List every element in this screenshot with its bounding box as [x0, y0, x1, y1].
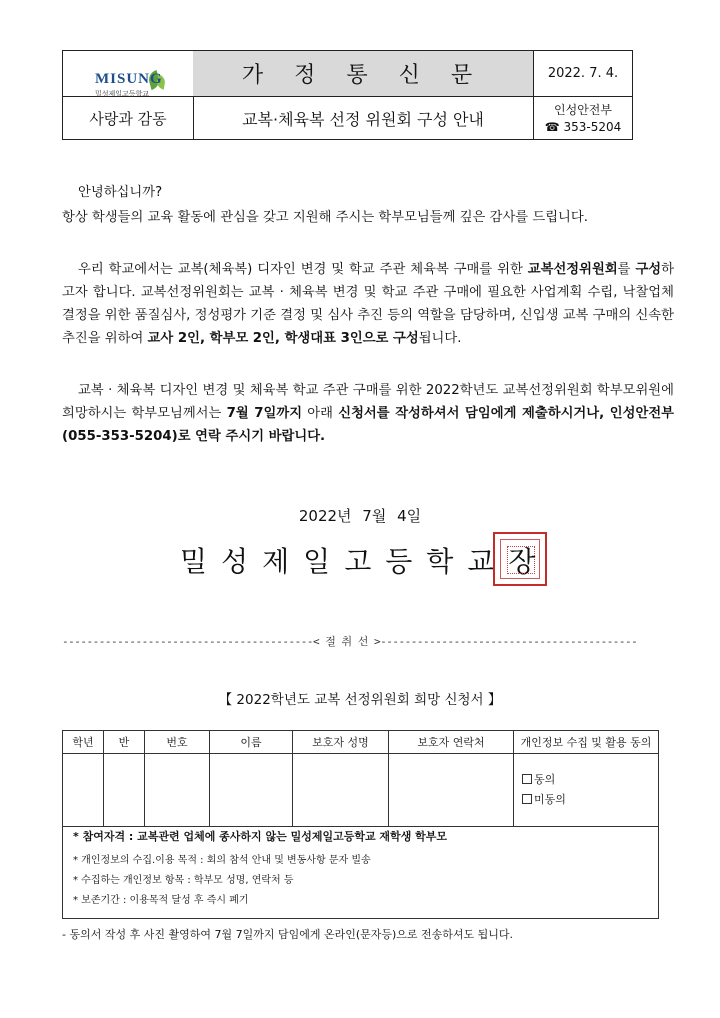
- disagree-option[interactable]: 미동의: [522, 790, 658, 810]
- slogan: 사랑과 감동: [89, 109, 167, 128]
- agree-option[interactable]: 동의: [522, 770, 658, 790]
- issue-date: 2022. 7. 4.: [547, 66, 619, 81]
- paragraph-2: 우리 학교에서는 교복(체육복) 디자인 변경 및 학교 주관 체육복 구매를 위한 교복선정위원회를 구성하고자 합니다. 교복선정위원회는 교복 · 체육복 변경 및 학교 주관 구매에 필요한 사업계획 수립, 낙찰업체 결정을 위한 품질심사, 정성평가 기준 결정 및 심사 추진 등의 역할을 담당하며, 신입생 교복 구매의 신속한 추진을 위하여 교사 2인, 학부모 2인, 학생대표 3인으로 구성됩니다.: [62, 262, 674, 346]
- footnote: - 동의서 작성 후 사진 촬영하여 7월 7일까지 담임에게 온라인(문자등)으로 전송하셔도 됩니다.: [62, 928, 514, 941]
- school-name: 밀성제일고등학교장: [180, 545, 550, 578]
- col-number: 번호: [145, 731, 210, 754]
- checkbox-icon[interactable]: [522, 794, 532, 804]
- subject: 교복·체육복 선정 위원회 구성 안내: [242, 109, 484, 129]
- newsletter-title: 가 정 통 신 문: [193, 51, 533, 96]
- grade-field[interactable]: [63, 754, 104, 827]
- guardian-contact-field[interactable]: [389, 754, 514, 827]
- purpose-note: * 개인정보의 수집.이용 목적 : 회의 참석 안내 및 변동사항 문자 빌송: [73, 855, 371, 866]
- col-privacy-consent: 개인정보 수집 및 활용 동의: [514, 731, 659, 754]
- col-class: 반: [104, 731, 145, 754]
- form-title: 【 2022학년도 교복 선정위원회 희망 신청서 】: [218, 692, 502, 708]
- consent-cell: [514, 754, 659, 827]
- logo-subtext: 밀성제일고등학교: [95, 90, 150, 98]
- cut-line: -----------------------------------------< 절 취 선 >------------------------------------------: [62, 635, 638, 648]
- paragraph-3: 교복 · 체육복 디자인 변경 및 체육복 학교 주관 구매를 위한 2022학년도 교복선정위원회 학부모위원에 희망하시는 학부모님께서는 7월 7일까지 아래 신청서를 작성하셔서 담임에게 제출하시거나, 인성안전부(055-353-5204)로 연락 주시기 바랍니다.: [62, 383, 675, 444]
- col-guardian-contact: 보호자 연락처: [389, 731, 514, 754]
- col-name: 이름: [210, 731, 293, 754]
- paragraph-1: 항상 학생들의 교육 활동에 관심을 갖고 지원해 주시는 학부모님들께 깊은 감사를 드립니다.: [62, 210, 588, 225]
- department: 인성안전부: [554, 102, 612, 117]
- application-form: [62, 730, 659, 827]
- header-table: [62, 50, 633, 140]
- name-field[interactable]: [210, 754, 293, 827]
- school-seal-icon: [493, 532, 547, 586]
- items-note: * 수집하는 개인정보 항목 : 학부모 성명, 연락처 등: [73, 875, 294, 886]
- col-grade: 학년: [63, 731, 104, 754]
- logo-text: MISUNG: [95, 71, 163, 87]
- signoff-date: 2022년 7월 4일: [298, 507, 422, 525]
- guardian-name-field[interactable]: [293, 754, 389, 827]
- phone-number: ☎ 353-5204: [544, 120, 622, 134]
- eligibility-note: * 참여자격 : 교복관련 업체에 종사하지 않는 밀성제일고등학교 재학생 학부모: [73, 830, 448, 843]
- col-guardian-name: 보호자 성명: [293, 731, 389, 754]
- greeting: 안녕하십니까?: [78, 185, 163, 200]
- form-input-row: [63, 754, 659, 827]
- checkbox-icon[interactable]: [522, 774, 532, 784]
- retention-note: * 보존기간 : 이용목적 달성 후 즉시 폐기: [73, 895, 249, 906]
- form-header-row: [63, 731, 659, 754]
- number-field[interactable]: [145, 754, 210, 827]
- class-field[interactable]: [104, 754, 145, 827]
- notes-box: [62, 818, 659, 919]
- school-logo: [71, 59, 185, 98]
